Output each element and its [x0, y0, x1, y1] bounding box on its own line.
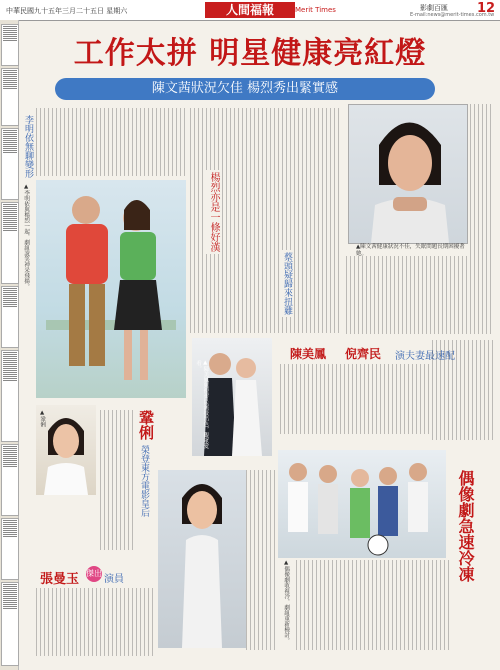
thumbnail-item	[1, 202, 19, 284]
body-text-block	[432, 340, 494, 440]
brand-logo: 人間福報	[205, 2, 295, 18]
thumbnail-item	[1, 286, 19, 348]
thumbnail-item	[1, 518, 19, 580]
photo-li-ming-yang-lie	[36, 180, 186, 398]
section-title: 影劇百匯	[420, 4, 448, 12]
kicker-cai: 蔡頭疑歸來扭雞	[282, 252, 292, 315]
issue-date: 中華民國九十五年三月二十五日 星期六	[6, 7, 128, 15]
brand-subtitle: Merit Times	[295, 6, 336, 14]
photo-idol-drama	[278, 450, 446, 558]
thumbnail-item	[1, 68, 19, 126]
main-headline: 工作太拼 明星健康亮紅燈	[73, 36, 427, 71]
thumbnail-item	[1, 128, 19, 200]
caption-couple: ▲陳美鳳與倪齊民演技出色，觀眾愛看。	[195, 360, 209, 449]
thumbnail-item	[1, 350, 19, 442]
body-text-block	[470, 104, 494, 334]
kicker-maggie-badge: 傑出	[86, 566, 102, 582]
caption-chen-wenqian: ▲陳文茜健康狀況不佳，失眠問題長期困擾著她。	[356, 244, 465, 258]
kicker-couple: 演夫妻最速配	[395, 351, 455, 362]
photo-illustration	[158, 470, 246, 648]
photo-chen-wenqian	[348, 104, 468, 244]
photo-illustration	[36, 180, 186, 398]
kicker-chen-meifeng: 陳美鳳	[290, 347, 327, 361]
thumbnail-item	[1, 582, 19, 666]
body-text-block	[346, 256, 468, 334]
kicker-yang-lie: 楊烈亦是一條好漢	[208, 172, 219, 252]
thumbnail-item	[1, 444, 19, 516]
kicker-li-ming: 李明依無聊變形	[23, 115, 33, 178]
body-text-block	[36, 588, 154, 656]
photo-illustration	[349, 105, 467, 243]
body-text-block	[36, 108, 186, 176]
kicker-gong-li: 鞏俐	[137, 410, 155, 440]
caption-idol: ▲偶像劇收視冷，劇組重新檢討。	[283, 560, 290, 643]
contact-email: E-mail:news@merit-times.com.tw	[410, 12, 495, 18]
kicker-ni-qimin: 倪齊民	[345, 347, 382, 361]
page-number: 12	[477, 1, 496, 16]
kicker-maggie-sub: 演員	[104, 574, 124, 585]
thumbnail-item	[1, 24, 19, 66]
body-text-block	[296, 560, 450, 650]
caption-gong-li: ▲鞏俐	[39, 410, 46, 427]
photo-maggie	[158, 470, 246, 648]
body-text-block	[280, 364, 430, 434]
kicker-idol: 偶像劇急速冷凍	[456, 470, 475, 582]
kicker-gong-li-sub: 榮登東方電影皇后	[139, 445, 149, 517]
subheadline-band: 陳文茜狀況欠佳 楊烈秀出緊實感	[55, 78, 435, 100]
body-text-block	[246, 470, 276, 650]
photo-illustration	[278, 450, 446, 558]
body-text-block	[100, 410, 134, 550]
caption-yang-lie: ▲李明依與楊烈一起，劇組說笑神采飛揚。	[23, 184, 30, 289]
kicker-maggie: 張曼玉	[40, 572, 80, 587]
left-thumbnail-column	[0, 20, 19, 670]
